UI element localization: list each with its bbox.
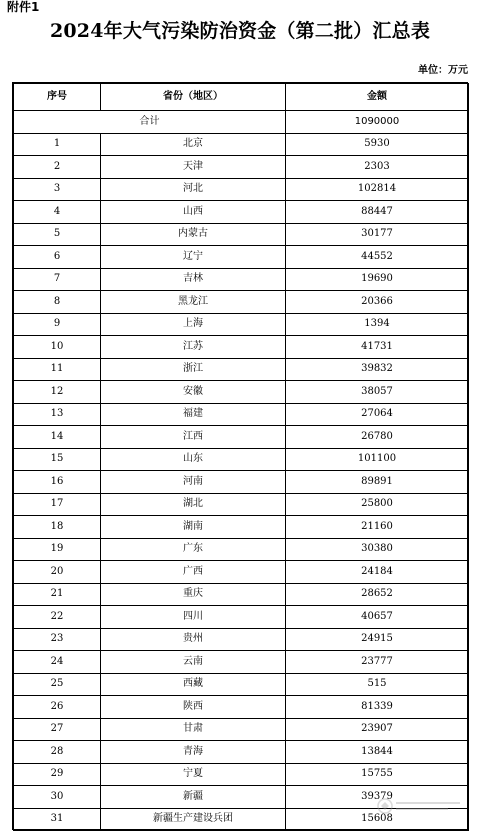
row-amount: 24915: [286, 628, 469, 651]
row-seq: 19: [14, 538, 101, 561]
row-amount: 89891: [286, 471, 469, 494]
row-region: 新疆: [101, 786, 286, 809]
row-region: 四川: [101, 606, 286, 629]
row-seq: 12: [14, 381, 101, 404]
total-label: 合计: [14, 111, 286, 134]
table-row: [14, 426, 469, 449]
table-row: [14, 471, 469, 494]
row-seq: 15: [14, 448, 101, 471]
row-seq: 26: [14, 696, 101, 719]
table-row: [14, 246, 469, 269]
row-seq: 10: [14, 336, 101, 359]
table-row: [14, 313, 469, 336]
row-amount: 1394: [286, 313, 469, 336]
table-row: [14, 673, 469, 696]
row-amount: 23907: [286, 718, 469, 741]
row-seq: 3: [14, 178, 101, 201]
row-seq: 29: [14, 763, 101, 786]
row-amount: 26780: [286, 426, 469, 449]
table-row: [14, 381, 469, 404]
table-row: [14, 763, 469, 786]
row-seq: 14: [14, 426, 101, 449]
table-row: [14, 201, 469, 224]
row-region: 山西: [101, 201, 286, 224]
column-header-seq: 序号: [14, 84, 101, 111]
table-row: [14, 493, 469, 516]
table-row: [14, 516, 469, 539]
row-seq: 1: [14, 133, 101, 156]
row-seq: 27: [14, 718, 101, 741]
row-seq: 7: [14, 268, 101, 291]
row-amount: 28652: [286, 583, 469, 606]
table-row: [14, 336, 469, 359]
table-row: [14, 291, 469, 314]
funding-summary-table: [13, 83, 469, 831]
row-amount: 101100: [286, 448, 469, 471]
table-row: [14, 628, 469, 651]
row-region: 云南: [101, 651, 286, 674]
row-amount: 38057: [286, 381, 469, 404]
row-region: 青海: [101, 741, 286, 764]
row-amount: 81339: [286, 696, 469, 719]
row-amount: 25800: [286, 493, 469, 516]
table-header: [14, 84, 469, 111]
row-amount: 20366: [286, 291, 469, 314]
row-region: 贵州: [101, 628, 286, 651]
row-region: 重庆: [101, 583, 286, 606]
row-amount: 515: [286, 673, 469, 696]
row-amount: 41731: [286, 336, 469, 359]
row-region: 新疆生产建设兵团: [101, 808, 286, 831]
row-amount: 30177: [286, 223, 469, 246]
row-region: 北京: [101, 133, 286, 156]
row-region: 浙江: [101, 358, 286, 381]
row-region: 辽宁: [101, 246, 286, 269]
table-row: [14, 358, 469, 381]
table-row: [14, 606, 469, 629]
attachment-label: 附件1: [7, 0, 40, 14]
row-region: 江苏: [101, 336, 286, 359]
row-seq: 6: [14, 246, 101, 269]
row-amount: 39832: [286, 358, 469, 381]
unit-label: 单位：万元: [418, 65, 468, 76]
table-row: [14, 223, 469, 246]
column-header-region: 省份（地区）: [101, 84, 286, 111]
row-region: 河南: [101, 471, 286, 494]
row-region: 湖北: [101, 493, 286, 516]
table-row: [14, 583, 469, 606]
total-amount: 1090000: [286, 111, 469, 134]
row-amount: 27064: [286, 403, 469, 426]
row-seq: 5: [14, 223, 101, 246]
table-body: [14, 111, 469, 831]
row-seq: 21: [14, 583, 101, 606]
table-row: [14, 178, 469, 201]
row-amount: 40657: [286, 606, 469, 629]
row-region: 广东: [101, 538, 286, 561]
row-region: 福建: [101, 403, 286, 426]
row-region: 河北: [101, 178, 286, 201]
table-row: [14, 741, 469, 764]
row-region: 上海: [101, 313, 286, 336]
row-seq: 17: [14, 493, 101, 516]
row-amount: 39379: [286, 786, 469, 809]
row-amount: 24184: [286, 561, 469, 584]
row-seq: 20: [14, 561, 101, 584]
row-amount: 13844: [286, 741, 469, 764]
column-header-amount: 金额: [286, 84, 469, 111]
table-row: [14, 268, 469, 291]
table-row: [14, 696, 469, 719]
row-seq: 25: [14, 673, 101, 696]
row-region: 西藏: [101, 673, 286, 696]
row-amount: 5930: [286, 133, 469, 156]
table-row: [14, 651, 469, 674]
row-region: 黑龙江: [101, 291, 286, 314]
row-amount: 23777: [286, 651, 469, 674]
row-seq: 18: [14, 516, 101, 539]
table-row: [14, 561, 469, 584]
row-region: 安徽: [101, 381, 286, 404]
row-region: 宁夏: [101, 763, 286, 786]
row-amount: 21160: [286, 516, 469, 539]
row-seq: 30: [14, 786, 101, 809]
page-title: 2024年大气污染防治资金（第二批）汇总表: [49, 20, 431, 42]
row-seq: 22: [14, 606, 101, 629]
row-region: 湖南: [101, 516, 286, 539]
row-seq: 4: [14, 201, 101, 224]
row-seq: 8: [14, 291, 101, 314]
table-row: [14, 538, 469, 561]
row-region: 陕西: [101, 696, 286, 719]
row-amount: 44552: [286, 246, 469, 269]
row-amount: 2303: [286, 156, 469, 179]
row-seq: 16: [14, 471, 101, 494]
row-region: 山东: [101, 448, 286, 471]
row-seq: 31: [14, 808, 101, 831]
table-row: [14, 718, 469, 741]
row-amount: 15608: [286, 808, 469, 831]
row-region: 江西: [101, 426, 286, 449]
row-seq: 9: [14, 313, 101, 336]
row-seq: 28: [14, 741, 101, 764]
row-seq: 2: [14, 156, 101, 179]
row-amount: 88447: [286, 201, 469, 224]
row-amount: 30380: [286, 538, 469, 561]
row-region: 吉林: [101, 268, 286, 291]
row-seq: 11: [14, 358, 101, 381]
row-seq: 23: [14, 628, 101, 651]
row-region: 天津: [101, 156, 286, 179]
row-seq: 24: [14, 651, 101, 674]
row-amount: 102814: [286, 178, 469, 201]
row-region: 甘肃: [101, 718, 286, 741]
row-region: 内蒙古: [101, 223, 286, 246]
table-row: [14, 156, 469, 179]
table-row: [14, 133, 469, 156]
table-row: [14, 448, 469, 471]
row-amount: 19690: [286, 268, 469, 291]
header-row: [14, 84, 469, 111]
row-amount: 15755: [286, 763, 469, 786]
row-seq: 13: [14, 403, 101, 426]
table-row: [14, 403, 469, 426]
row-region: 广西: [101, 561, 286, 584]
total-row: [14, 111, 469, 134]
watermark-logo-icon: [376, 795, 466, 817]
